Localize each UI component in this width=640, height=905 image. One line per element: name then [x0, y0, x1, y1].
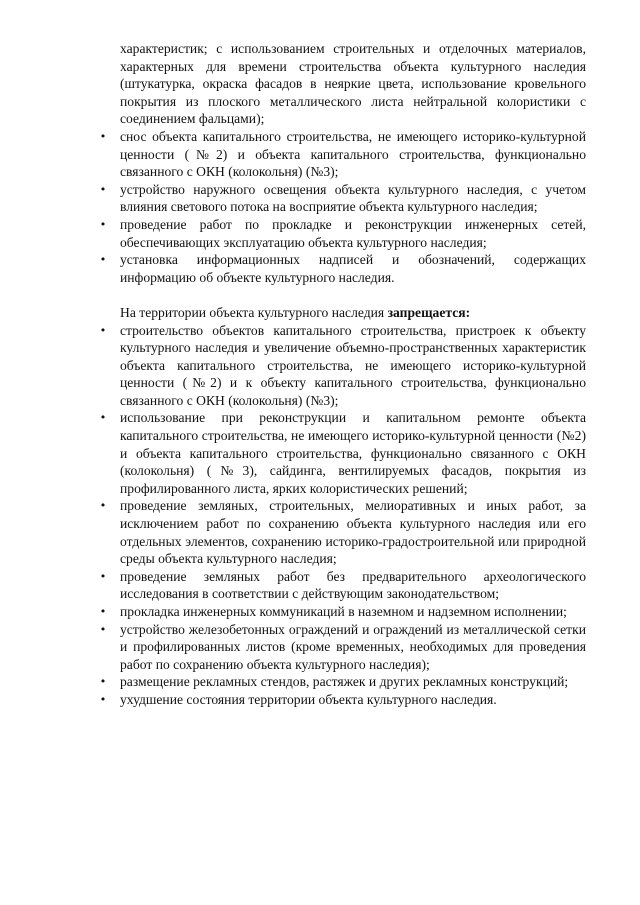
prohibited-works-list [99, 322, 586, 709]
bullet-icon: • [99, 569, 107, 583]
list-item-text: проведение земляных работ без предварительного археологического исследования в соответствии с действующим законодательством; [120, 568, 586, 602]
continued-paragraph: характеристик; с использованием строительных и отделочных материалов, характерных для времени строительства объекта культурного наследия (штукатурка, окраска фасадов в неяркие цвета, использование кровельного покрытия из плоского металлического листа нейтральной колористики с соединением фальцами); [120, 41, 586, 127]
list-item-text: снос объекта капитального строительства, не имеющего историко-культурной ценности (№2) и объекта капитального строительства, функционально связанного с ОКН (колокольня) (№3); [120, 128, 586, 180]
document-page [99, 40, 586, 709]
list-item [99, 621, 586, 674]
list-item [99, 673, 586, 691]
bullet-icon: • [99, 605, 107, 618]
bullet-icon: • [99, 692, 107, 706]
bullet-icon: • [99, 217, 107, 231]
list-item [99, 603, 586, 621]
list-item-text: устройство железобетонных ограждений и ограждений из металлической сетки и профилированных листов (кроме временных, необходимых для проведения работ по сохранению объекта культурного наследия); [120, 621, 586, 672]
list-item [99, 251, 586, 286]
list-item [99, 128, 586, 181]
list-item [99, 322, 586, 410]
bullet-icon: • [99, 323, 107, 337]
list-item [99, 216, 586, 251]
bullet-icon: • [99, 253, 107, 267]
list-item-text: проведение земляных, строительных, мелиоративных и иных работ, за исключением работ по сохранению объекта культурного наследия или его отдельных элементов, сохранению историко-градостроительной или природной среды объекта культурного наследия; [120, 498, 586, 567]
list-item [99, 409, 586, 497]
prohibited-intro-text: На территории объекта культурного наследия [120, 304, 388, 320]
bullet-icon: • [99, 675, 107, 689]
list-item [99, 497, 586, 567]
prohibited-intro [120, 304, 586, 322]
allowed-works-list [99, 128, 586, 286]
bullet-icon: • [99, 129, 107, 143]
list-item-text: прокладка инженерных коммуникаций в наземном и надземном исполнении; [120, 604, 567, 619]
bullet-icon: • [99, 499, 107, 513]
list-item-text: ухудшение состояния территории объекта культурного наследия. [120, 691, 497, 707]
list-item-text: установка информационных надписей и обозначений, содержащих информацию об объекте культурного наследия. [120, 252, 586, 285]
prohibited-emphasis: запрещается: [387, 304, 471, 320]
list-item [99, 568, 586, 603]
list-item [99, 181, 586, 216]
list-item-text: строительство объектов капитального строительства, пристроек к объекту культурного наследия и увеличение объемно-пространственных характеристик объекта капитального строительства, не имеющего историко-культурной ценности (№2) и к объекту капитального строительства, функционально связанного с ОКН (колокольня) (№3); [120, 322, 586, 408]
bullet-icon: • [99, 411, 107, 425]
list-item-text: размещение рекламных стендов, растяжек и других рекламных конструкций; [120, 674, 569, 690]
list-item-text: использование при реконструкции и капитальном ремонте объекта капитального строительства, не имеющего историко-культурной ценности (№2) и объекта капитального строительства, функционально связанного с ОКН (колокольня) (№3), сайдинга, вентилируемых фасадов, покрытия из профилированного листа, ярких колористических решений; [120, 410, 586, 496]
list-item [99, 691, 586, 709]
bullet-icon: • [99, 182, 107, 196]
list-item-text: устройство наружного освещения объекта культурного наследия, с учетом влияния светового потока на восприятие объекта культурного наследия; [120, 181, 586, 215]
bullet-icon: • [99, 622, 107, 636]
list-item-text: проведение работ по прокладке и реконструкции инженерных сетей, обеспечивающих эксплуатацию объекта культурного наследия; [120, 216, 586, 250]
